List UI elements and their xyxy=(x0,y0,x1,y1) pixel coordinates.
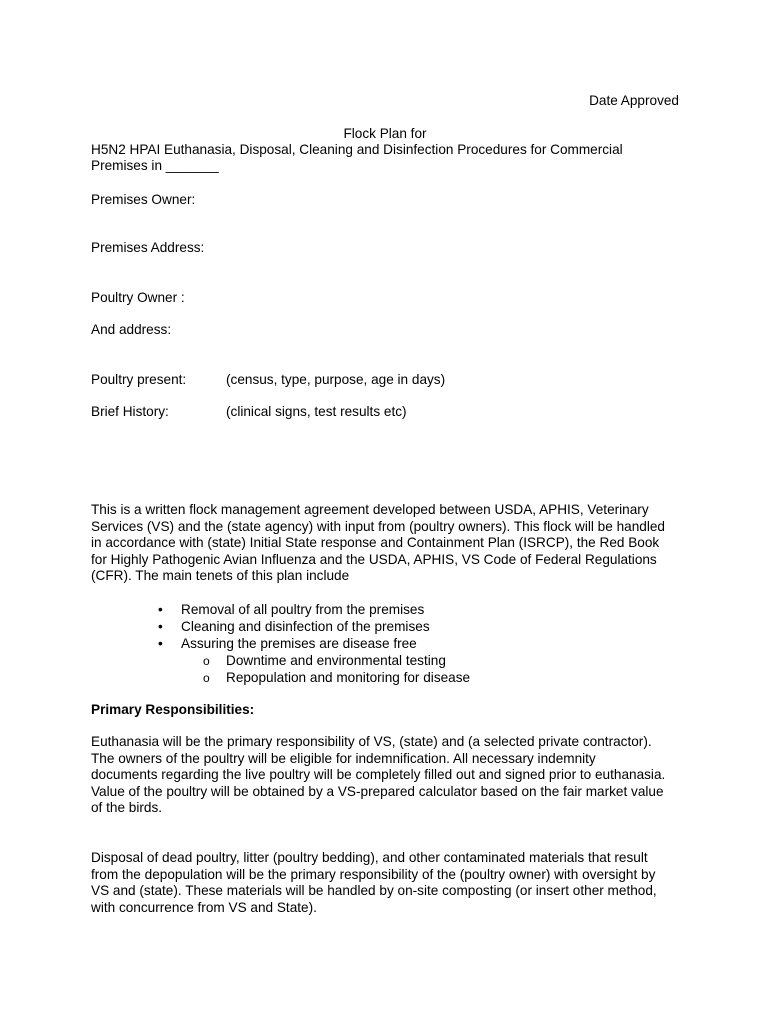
and-address-label: And address: xyxy=(91,322,172,337)
sub-bullet-icon: o xyxy=(203,671,210,685)
sub-list-item xyxy=(91,670,691,687)
brief-history-label: Brief History: xyxy=(91,404,169,419)
intro-line: for Highly Pathogenic Avian Influenza and the USDA, APHIS, VS Code of Federal Regulations xyxy=(91,551,657,567)
euthanasia-line: The owners of the poultry will be eligible for indemnification. All necessary indemnity xyxy=(91,750,596,766)
list-item xyxy=(91,636,691,653)
plan-subtitle: H5N2 HPAI Euthanasia, Disposal, Cleaning and Disinfection Procedures for Commercial xyxy=(91,142,623,157)
premises-in-line: Premises in _______ xyxy=(91,158,219,173)
intro-line: (CFR). The main tenets of this plan include xyxy=(91,568,350,584)
euthanasia-paragraph xyxy=(91,734,691,817)
tenets-list xyxy=(91,602,691,687)
euthanasia-line: Value of the poultry will be obtained by a VS-prepared calculator based on the fair market value xyxy=(91,783,664,799)
bullet-icon: • xyxy=(158,619,163,634)
poultry-owner-label: Poultry Owner : xyxy=(91,290,185,305)
disposal-line: VS and (state). These materials will be handled by on-site composting (or insert other method, xyxy=(91,883,657,899)
sub-bullet-icon: o xyxy=(203,654,210,668)
intro-paragraph xyxy=(91,502,691,585)
disposal-line: from the depopulation will be the primary responsibility of the (poultry owner) with oversight by xyxy=(91,866,656,882)
sub-list-item xyxy=(91,653,691,670)
euthanasia-line: of the birds. xyxy=(91,800,163,816)
bullet-icon: • xyxy=(158,636,163,651)
plan-title: Flock Plan for xyxy=(343,126,427,141)
poultry-present-label: Poultry present: xyxy=(91,372,187,387)
sub-list-item-text: Downtime and environmental testing xyxy=(226,653,446,668)
brief-history-hint: (clinical signs, test results etc) xyxy=(226,404,407,419)
list-item xyxy=(91,602,691,619)
euthanasia-line: documents regarding the live poultry will be completely filled out and signed prior to euthanasia. xyxy=(91,767,666,783)
list-item-text: Cleaning and disinfection of the premises xyxy=(181,619,430,634)
intro-line: This is a written flock management agreement developed between USDA, APHIS, Veterinary xyxy=(91,502,649,517)
sub-list-item-text: Repopulation and monitoring for disease xyxy=(226,670,471,685)
bullet-icon: • xyxy=(158,602,163,617)
premises-address-label: Premises Address: xyxy=(91,240,205,255)
premises-owner-label: Premises Owner: xyxy=(91,192,196,207)
brief-history-row xyxy=(91,404,691,421)
euthanasia-line: Euthanasia will be the primary responsibility of VS, (state) and (a selected private contractor). xyxy=(91,734,652,749)
intro-line: Services (VS) and the (state agency) with input from (poultry owners). This flock will be handled xyxy=(91,518,665,534)
intro-line: in accordance with (state) Initial State response and Containment Plan (ISRCP), the Red Book xyxy=(91,535,660,551)
list-item-text: Removal of all poultry from the premises xyxy=(181,602,425,617)
poultry-present-row xyxy=(91,372,691,389)
disposal-paragraph xyxy=(91,850,691,916)
poultry-present-hint: (census, type, purpose, age in days) xyxy=(226,372,446,387)
disposal-line: with concurrence from VS and State). xyxy=(91,899,317,915)
disposal-line: Disposal of dead poultry, litter (poultry bedding), and other contaminated materials that result xyxy=(91,850,648,865)
list-item xyxy=(91,619,691,636)
date-approved: Date Approved xyxy=(589,93,679,108)
primary-responsibilities-heading: Primary Responsibilities: xyxy=(91,702,255,717)
list-item-text: Assuring the premises are disease free xyxy=(181,636,417,651)
